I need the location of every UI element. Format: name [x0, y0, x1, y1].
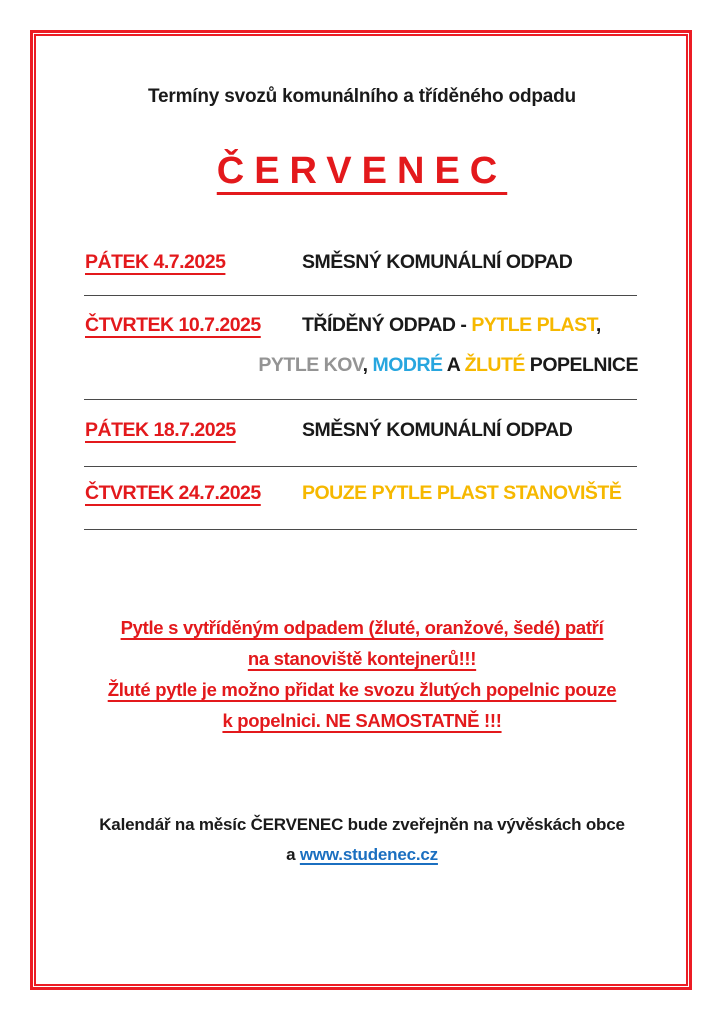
studenec-link[interactable]: www.studenec.cz [299, 845, 438, 864]
row-description [302, 251, 638, 274]
footer-line1: Kalendář na měsíc ČERVENEC bude zveřejněn na vývěskách obce [99, 815, 625, 834]
desc-segment: POUZE PYTLE PLAST STANOVIŠTĚ [302, 482, 622, 504]
month-heading-text: ČERVENEC [216, 150, 508, 192]
desc-segment: MODRÉ [372, 354, 443, 376]
warning-line: na stanoviště kontejnerů!!! [247, 648, 477, 669]
schedule-row [85, 251, 638, 274]
row-date: PÁTEK 4.7.2025 [85, 251, 226, 273]
desc-segment: TŘÍDĚNÝ ODPAD - [302, 314, 472, 336]
desc-segment: , [595, 314, 601, 336]
row-description [302, 419, 638, 442]
divider [84, 466, 637, 467]
row-description-line2 [85, 354, 638, 377]
footer-note [0, 810, 724, 870]
warning-line: k popelnici. NE SAMOSTATNĚ !!! [222, 710, 502, 731]
warning-text [62, 612, 662, 736]
page-title: Termíny svozů komunálního a tříděného odpadu [148, 86, 576, 107]
desc-segment: PYTLE PLAST [471, 314, 596, 336]
desc-segment: SMĚSNÝ KOMUNÁLNÍ ODPAD [302, 251, 573, 273]
desc-segment: , [362, 354, 373, 376]
row-date: ČTVRTEK 10.7.2025 [85, 314, 261, 336]
desc-segment: SMĚSNÝ KOMUNÁLNÍ ODPAD [302, 419, 573, 441]
schedule-row [85, 419, 638, 442]
warning-line: Pytle s vytříděným odpadem (žluté, oranžové, šedé) patří [120, 617, 604, 638]
row-description [302, 482, 638, 505]
desc-segment: ŽLUTÉ [464, 354, 525, 376]
row-date: PÁTEK 18.7.2025 [85, 419, 236, 441]
schedule-row [85, 482, 638, 505]
month-heading [0, 150, 724, 193]
desc-segment: A [442, 354, 465, 376]
footer-line2 [0, 840, 724, 870]
row-description [302, 314, 638, 337]
row-date: ČTVRTEK 24.7.2025 [85, 482, 261, 504]
desc-segment: POPELNICE [524, 354, 638, 376]
warning-line: Žluté pytle je možno přidat ke svozu žlutých popelnic pouze [107, 679, 617, 700]
footer-link-prefix: a [286, 845, 296, 864]
schedule-row [85, 314, 638, 337]
desc-segment: PYTLE KOV [258, 354, 363, 376]
divider [84, 399, 637, 400]
divider [84, 529, 637, 530]
divider [84, 295, 637, 296]
